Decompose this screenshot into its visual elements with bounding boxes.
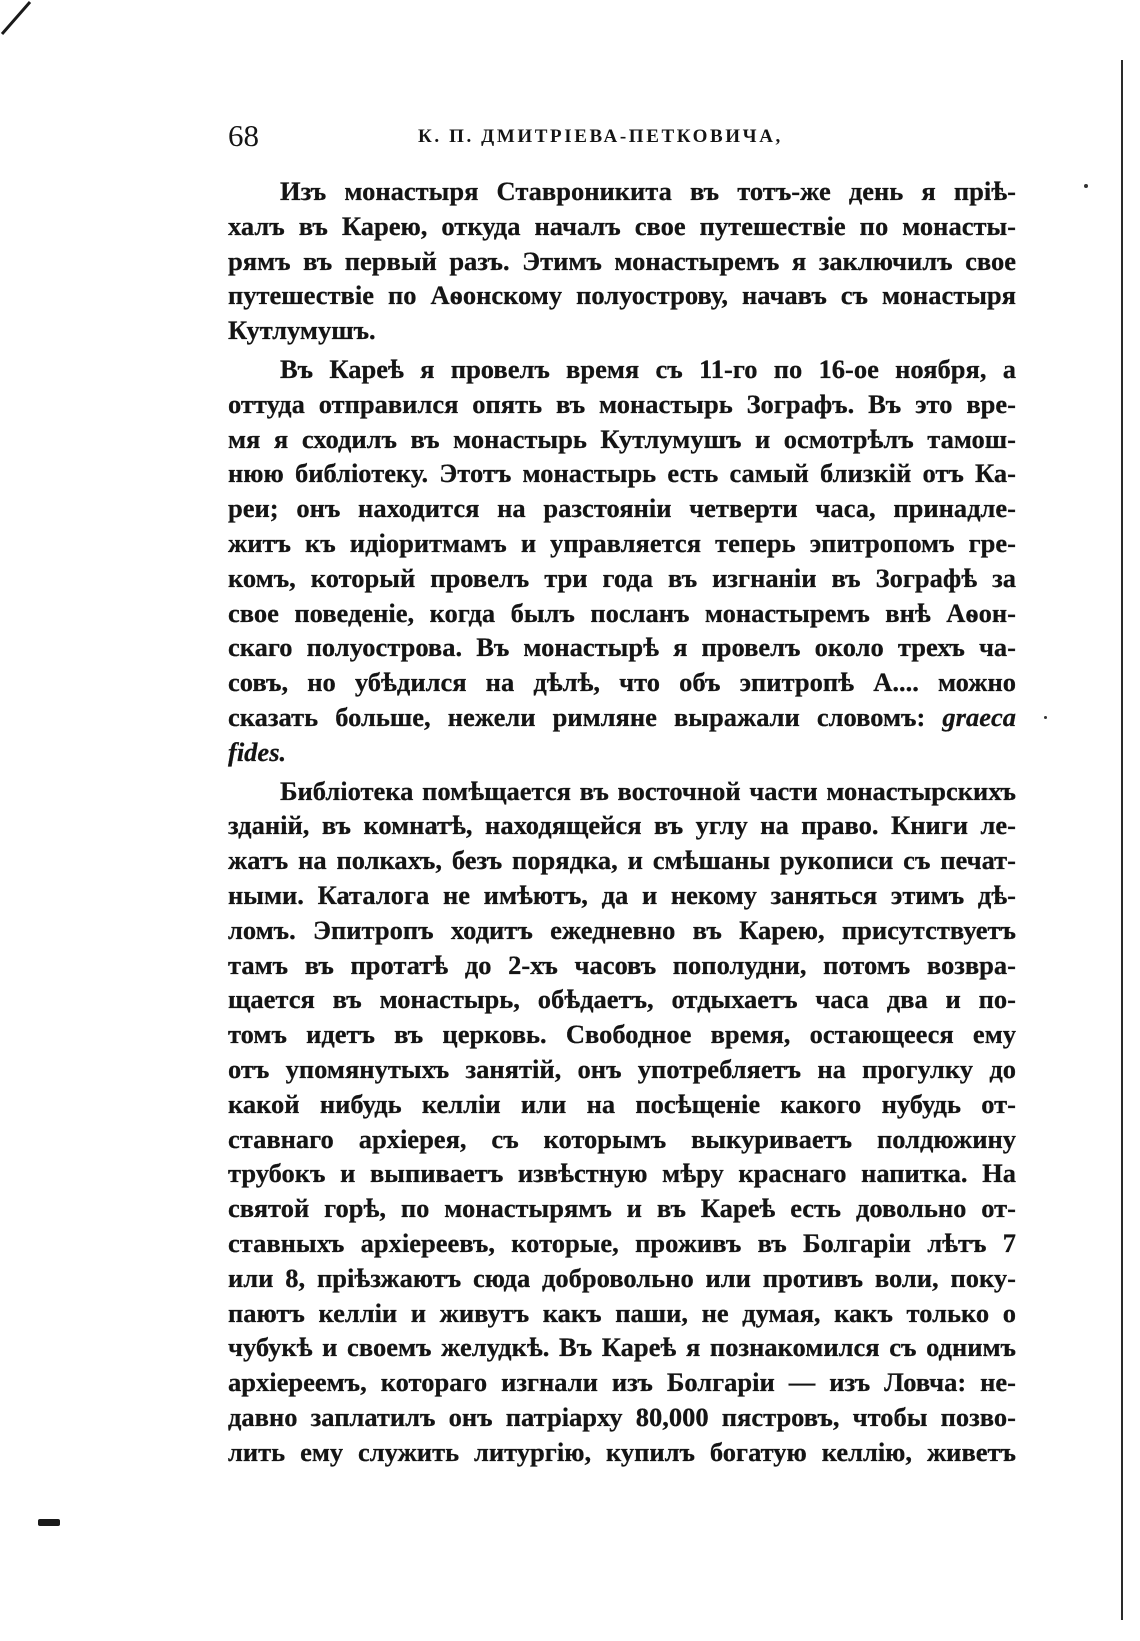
text-line: давно заплатилъ онъ патріарху 80,000 пястровъ, чтобы позво-	[228, 1401, 1016, 1432]
body-text	[228, 174, 1016, 1469]
paragraph-3	[228, 774, 1016, 1470]
text-line: паютъ келліи и живутъ какъ паши, не думая, какъ только о	[228, 1297, 1016, 1328]
text-line: какой нибудь келліи или на посѣщеніе какого нубудь от-	[228, 1088, 1016, 1119]
text-line: щается въ монастырь, обѣдаетъ, отдыхаетъ часа два и по-	[228, 984, 1016, 1015]
text-line: или 8, пріѣзжаютъ сюда добровольно или противъ воли, поку-	[228, 1262, 1016, 1293]
running-head: К. П. ДМИТРІЕВА-ПЕТКОВИЧА,	[418, 126, 783, 147]
text-line: Изъ монастыря Ставроникита въ тотъ-же день я пріѣ-	[280, 176, 1016, 206]
text-line: реи; онъ находится на разстояніи четверти часа, принадле-	[228, 493, 1016, 524]
text-line: оттуда отправился опять въ монастырь Зографъ. Въ это вре-	[228, 388, 1016, 419]
text-line: Кутлумушъ.	[228, 315, 376, 346]
text-line: тамъ въ протатѣ до 2-хъ часовъ пополудни, потомъ возвра-	[228, 949, 1016, 980]
text-line: трубокъ и выпиваетъ извѣстную мѣру краснаго напитка. На	[228, 1158, 1016, 1189]
scan-corner-mark	[0, 0, 40, 40]
text-line: рямъ въ первый разъ. Этимъ монастыремъ я заключилъ свое	[228, 245, 1016, 276]
text-line: ставныхъ архіереевъ, которые, проживъ въ Болгаріи лѣтъ 7	[228, 1227, 1016, 1258]
text-line: комъ, который провелъ три года въ изгнаніи въ Зографѣ за	[228, 562, 1016, 593]
text-line: мя я сходилъ въ монастырь Кутлумушъ и осмотрѣлъ тамош-	[228, 423, 1016, 454]
page-edge-line	[1121, 60, 1123, 1620]
text-line-with-italic	[228, 700, 1016, 735]
scan-speck	[1084, 184, 1088, 188]
italic-phrase-end: fides.	[228, 736, 287, 767]
page-header	[228, 118, 1016, 158]
text-segment: сказать больше, нежели римляне выражали словомъ:	[228, 701, 926, 732]
text-line: житъ къ идіоритмамъ и управляется теперь эпитропомъ гре-	[228, 527, 1016, 558]
text-line: халъ въ Карею, откуда началъ свое путешествіе по монасты-	[228, 210, 1016, 241]
scan-artifact-mark	[38, 1519, 60, 1526]
text-line: ными. Каталога не имѣютъ, да и некому заняться этимъ дѣ-	[228, 879, 1016, 910]
text-line: лить ему служить литургію, купилъ богатую келлію, живетъ	[228, 1436, 1016, 1467]
text-line: томъ идетъ въ церковь. Свободное время, остающееся ему	[228, 1019, 1016, 1050]
text-line: ставнаго архіерея, съ которымъ выкуриваетъ полдюжину	[228, 1123, 1016, 1154]
paragraph-2	[228, 352, 1016, 770]
text-line: отъ упомянутыхъ занятій, онъ употребляетъ на прогулку до	[228, 1053, 1016, 1084]
text-line: Библіотека помѣщается въ восточной части монастырскихъ	[280, 775, 1016, 806]
text-line: нюю библіотеку. Этотъ монастырь есть самый близкій отъ Ка-	[228, 458, 1016, 489]
page-number: 68	[228, 118, 259, 153]
text-line: скаго полуострова. Въ монастырѣ я провелъ около трехъ ча-	[228, 632, 1016, 663]
text-line: Въ Кареѣ я провелъ время съ 11-го по 16-ое ноября, а	[280, 353, 1016, 384]
text-line: святой горѣ, по монастырямъ и въ Кареѣ есть довольно от-	[228, 1193, 1016, 1224]
text-line: совъ, но убѣдился на дѣлѣ, что объ эпитропѣ А.... можно	[228, 667, 1016, 698]
text-line: зданій, въ комнатѣ, находящейся въ углу на право. Книги ле-	[228, 810, 1016, 841]
italic-phrase: graeca	[942, 701, 1016, 732]
text-line: путешествіе по Аѳонскому полуострову, начавъ съ монастыря	[228, 280, 1016, 311]
text-line: ломъ. Эпитропъ ходитъ ежедневно въ Карею, присутствуетъ	[228, 914, 1016, 945]
text-line: архіереемъ, котораго изгнали изъ Болгаріи — изъ Ловча: не-	[228, 1367, 1016, 1398]
text-line: чубукѣ и своемъ желудкѣ. Въ Кареѣ я познакомился съ однимъ	[228, 1332, 1016, 1363]
paragraph-1	[228, 174, 1016, 348]
text-line: свое поведеніе, когда былъ посланъ монастыремъ внѣ Аѳон-	[228, 597, 1016, 628]
text-line: жатъ на полкахъ, безъ порядка, и смѣшаны рукописи съ печат-	[228, 845, 1016, 876]
scan-speck	[1044, 716, 1047, 719]
